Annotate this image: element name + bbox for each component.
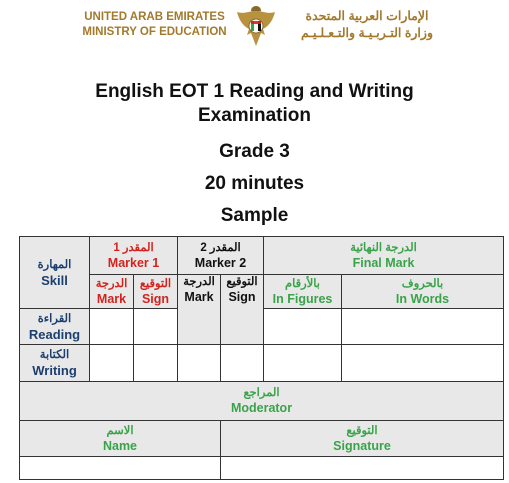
moderator-header-ar: المراجع (243, 387, 280, 399)
marker1-mark-ar: الدرجة (95, 277, 128, 290)
ministry-name-english (82, 10, 227, 40)
exam-title-line1: English EOT 1 Reading and Writing (95, 81, 414, 102)
marker2-header (178, 237, 264, 275)
skill-header-ar: المهارة (37, 258, 72, 271)
duration-label: 20 minutes (204, 173, 305, 194)
marker1-header (90, 237, 178, 275)
marker2-sign-ar: التوقيع (226, 276, 258, 288)
ministry-name-arabic (292, 8, 442, 42)
moderator-header-en: Moderator (230, 401, 293, 415)
marker1-mark-en: Mark (96, 291, 127, 306)
writing-marker2-mark-cell[interactable] (178, 345, 221, 382)
reading-row-label (20, 309, 90, 345)
reading-in-figures-cell[interactable] (264, 309, 342, 345)
document-header (0, 0, 509, 60)
marker1-header-en: Marker 1 (107, 255, 160, 270)
marker1-header-ar: المقدر 1 (113, 241, 154, 254)
reading-in-words-cell[interactable] (342, 309, 504, 345)
final-mark-header (264, 237, 504, 275)
reading-label-en: Reading (28, 326, 81, 342)
writing-in-words-cell[interactable] (342, 345, 504, 382)
marker2-header-en: Marker 2 (194, 255, 247, 270)
moderator-signature-header (221, 421, 504, 457)
skill-header (20, 237, 90, 309)
marker1-mark-header (90, 275, 134, 309)
sample-label: Sample (220, 205, 289, 226)
moderator-signature-en: Signature (333, 438, 391, 453)
uae-emblem-icon (231, 2, 281, 52)
writing-marker1-mark-cell[interactable] (90, 345, 134, 382)
moderator-name-header (20, 421, 221, 457)
reading-marker1-mark-cell[interactable] (90, 309, 134, 345)
marker2-mark-en: Mark (184, 290, 214, 304)
reading-label-ar: القراءة (37, 312, 72, 325)
in-words-header (342, 275, 504, 309)
country-name-english: UNITED ARAB EMIRATES (84, 11, 225, 23)
marker1-sign-header (134, 275, 178, 309)
ministry-name-ar-text: وزارة التـربـيـة والتـعـلـيـم (301, 26, 433, 40)
marker2-header-ar: المقدر 2 (200, 241, 241, 254)
writing-marker1-sign-cell[interactable] (134, 345, 178, 382)
moderator-header (20, 382, 504, 421)
marker1-sign-ar: التوقيع (139, 277, 172, 290)
writing-marker2-sign-cell[interactable] (221, 345, 264, 382)
writing-label-ar: الكتابة (39, 349, 70, 361)
grade-label: Grade 3 (219, 141, 290, 162)
in-figures-ar: بالأرقام (285, 277, 320, 290)
in-figures-en: In Figures (272, 291, 333, 306)
writing-row-label (20, 345, 90, 382)
marker2-sign-header (221, 275, 264, 345)
final-mark-header-ar: الدرجة النهائية (350, 241, 417, 254)
marker2-mark-ar: الدرجة (183, 276, 215, 288)
marker2-mark-header (178, 275, 221, 345)
marker1-sign-en: Sign (141, 291, 170, 306)
moderator-name-cell[interactable] (20, 457, 221, 480)
in-words-en: In Words (395, 291, 450, 306)
writing-in-figures-cell[interactable] (264, 345, 342, 382)
marks-table (19, 236, 504, 480)
moderator-signature-ar: التوقيع (346, 424, 378, 437)
country-name-arabic: الإمارات العربية المتحدة (305, 9, 429, 23)
skill-header-en: Skill (41, 272, 68, 288)
exam-title (0, 80, 509, 128)
final-mark-header-en: Final Mark (352, 255, 415, 270)
moderator-signature-cell[interactable] (221, 457, 504, 480)
marker2-sign-en: Sign (228, 290, 256, 304)
moderator-name-ar: الاسم (106, 424, 134, 437)
writing-label-en: Writing (32, 363, 77, 378)
reading-marker1-sign-cell[interactable] (134, 309, 178, 345)
moderator-name-en: Name (102, 438, 138, 453)
ministry-name-en-text: MINISTRY OF EDUCATION (82, 26, 227, 38)
in-figures-header (264, 275, 342, 309)
exam-title-line2: Examination (198, 105, 311, 126)
in-words-ar: بالحروف (401, 277, 444, 290)
